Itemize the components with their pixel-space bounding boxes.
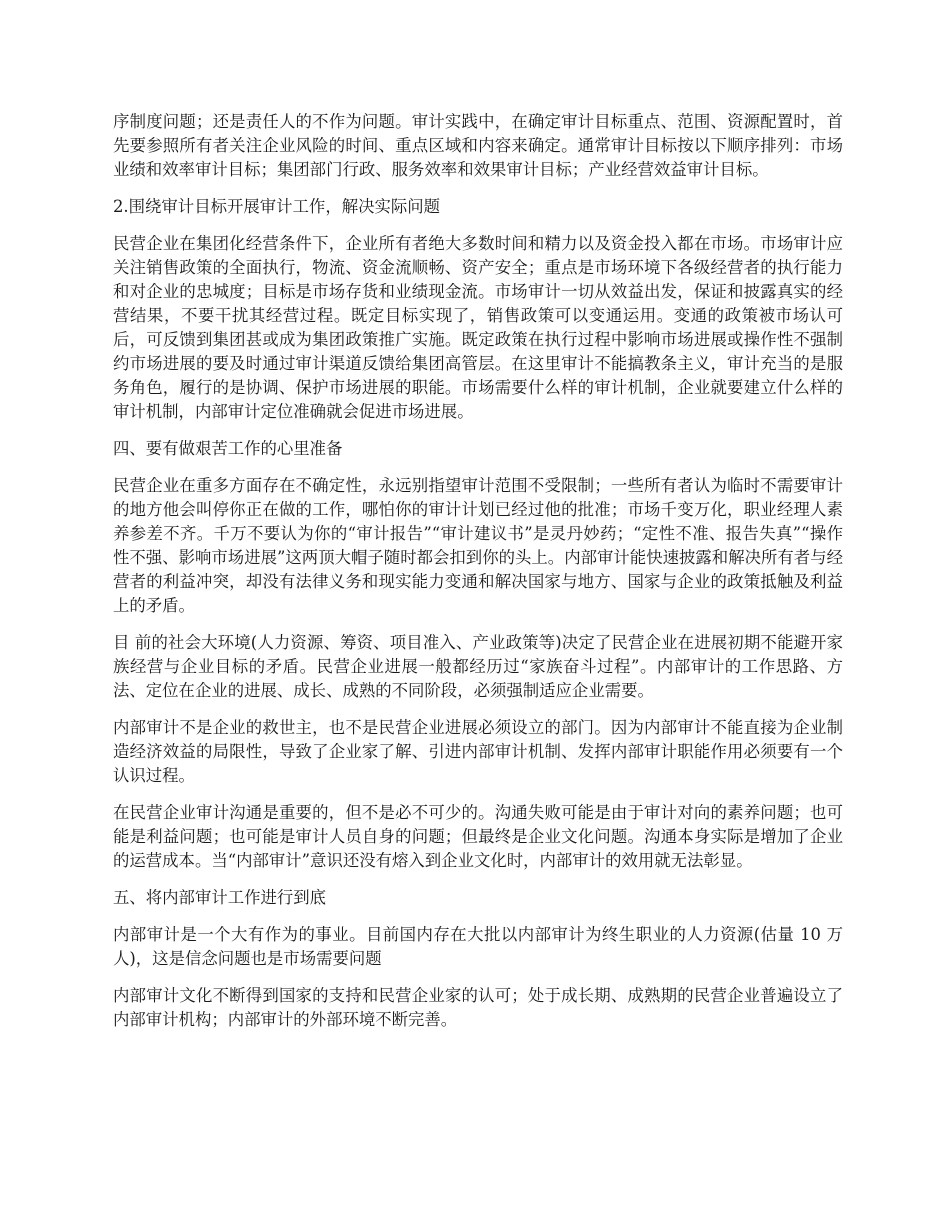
- section-heading-5: 五、将内部审计工作进行到底: [113, 888, 327, 907]
- paragraph-communication: 在民营企业审计沟通是重要的，但不是必不可少的。沟通失败可能是由于审计对向的素养问题；也可能是利益问题；也可能是审计人员自身的问题；但最终是企业文化问题。沟通本身实际是增加了企业的运营成本。当“内部审计”意识还没有熔入到企业文化时，内部审计的效用就无法彰显。: [113, 803, 843, 870]
- section-heading-2: 2.围绕审计目标开展审计工作，解决实际问题: [113, 197, 441, 216]
- paragraph-market-audit: 民营企业在集团化经营条件下，企业所有者绝大多数时间和精力以及资金投入都在市场。市场审计应关注销售政策的全面执行，物流、资金流顺畅、资产安全；重点是市场环境下各级经营者的执行能力和对企业的忠城度；目标是市场存货和业绩现金流。市场审计一切从效益出发，保证和披露真实的经营结果，不要干扰其经营过程。既定目标实现了，销售政策可以变通运用。变通的政策被市场认可后，可反馈到集团甚或成为集团政策推广实施。既定政策在执行过程中影响市场进展或操作性不强制约市场进展的要及时通过审计渠道反馈给集团高管层。在这里审计不能搞教条主义，审计充当的是服务角色，履行的是协调、保护市场进展的职能。市场需要什么样的审计机制，企业就要建立什么样的审计机制，内部审计定位准确就会促进市场进展。: [113, 234, 843, 421]
- paragraph-social-environment: 目 前的社会大环境(人力资源、筹资、项目准入、产业政策等)决定了民营企业在进展初期不能避开家族经营与企业目标的矛盾。民营企业进展一般都经历过“家族奋斗过程”。内部审计的工作思路、方法、定位在企业的进展、成长、成熟的不同阶段，必须强制适应企业需要。: [113, 633, 843, 700]
- section-heading-4: 四、要有做艰苦工作的心里准备: [113, 439, 343, 458]
- paragraph-culture: 内部审计文化不断得到国家的支持和民营企业家的认可；处于成长期、成熟期的民营企业普遍设立了内部审计机构；内部审计的外部环境不断完善。: [113, 986, 843, 1029]
- paragraph-career: 内部审计是一个大有作为的事业。目前国内存在大批以内部审计为终生职业的人力资源(估量 10 万人)，这是信念问题也是市场需要问题: [113, 925, 843, 968]
- document-page: [113, 110, 843, 1045]
- paragraph-not-savior: 内部审计不是企业的救世主，也不是民营企业进展必须设立的部门。因为内部审计不能直接为企业制造经济效益的局限性，导致了企业家了解、引进内部审计机制、发挥内部审计职能作用必须要有一个认识过程。: [113, 718, 843, 785]
- paragraph-uncertainty: 民营企业在重多方面存在不确定性，永远别指望审计范围不受限制；一些所有者认为临时不需要审计的地方他会叫停你正在做的工作，哪怕你的审计计划已经过他的批准；市场千变万化，职业经理人素养参差不齐。千万不要认为你的“审计报告”“审计建议书”是灵丹妙药；“定性不准、报告失真”“操作性不强、影响市场进展”这两顶大帽子随时都会扣到你的头上。内部审计能快速披露和解决所有者与经营者的利益冲突，却没有法律义务和现实能力变通和解决国家与地方、国家与企业的政策抵触及利益上的矛盾。: [113, 476, 843, 615]
- paragraph-audit-targets: 序制度问题；还是责任人的不作为问题。审计实践中，在确定审计目标重点、范围、资源配置时，首先要参照所有者关注企业风险的时间、重点区域和内容来确定。通常审计目标按以下顺序排列：市场业绩和效率审计目标；集团部门行政、服务效率和效果审计目标；产业经营效益审计目标。: [113, 112, 843, 179]
